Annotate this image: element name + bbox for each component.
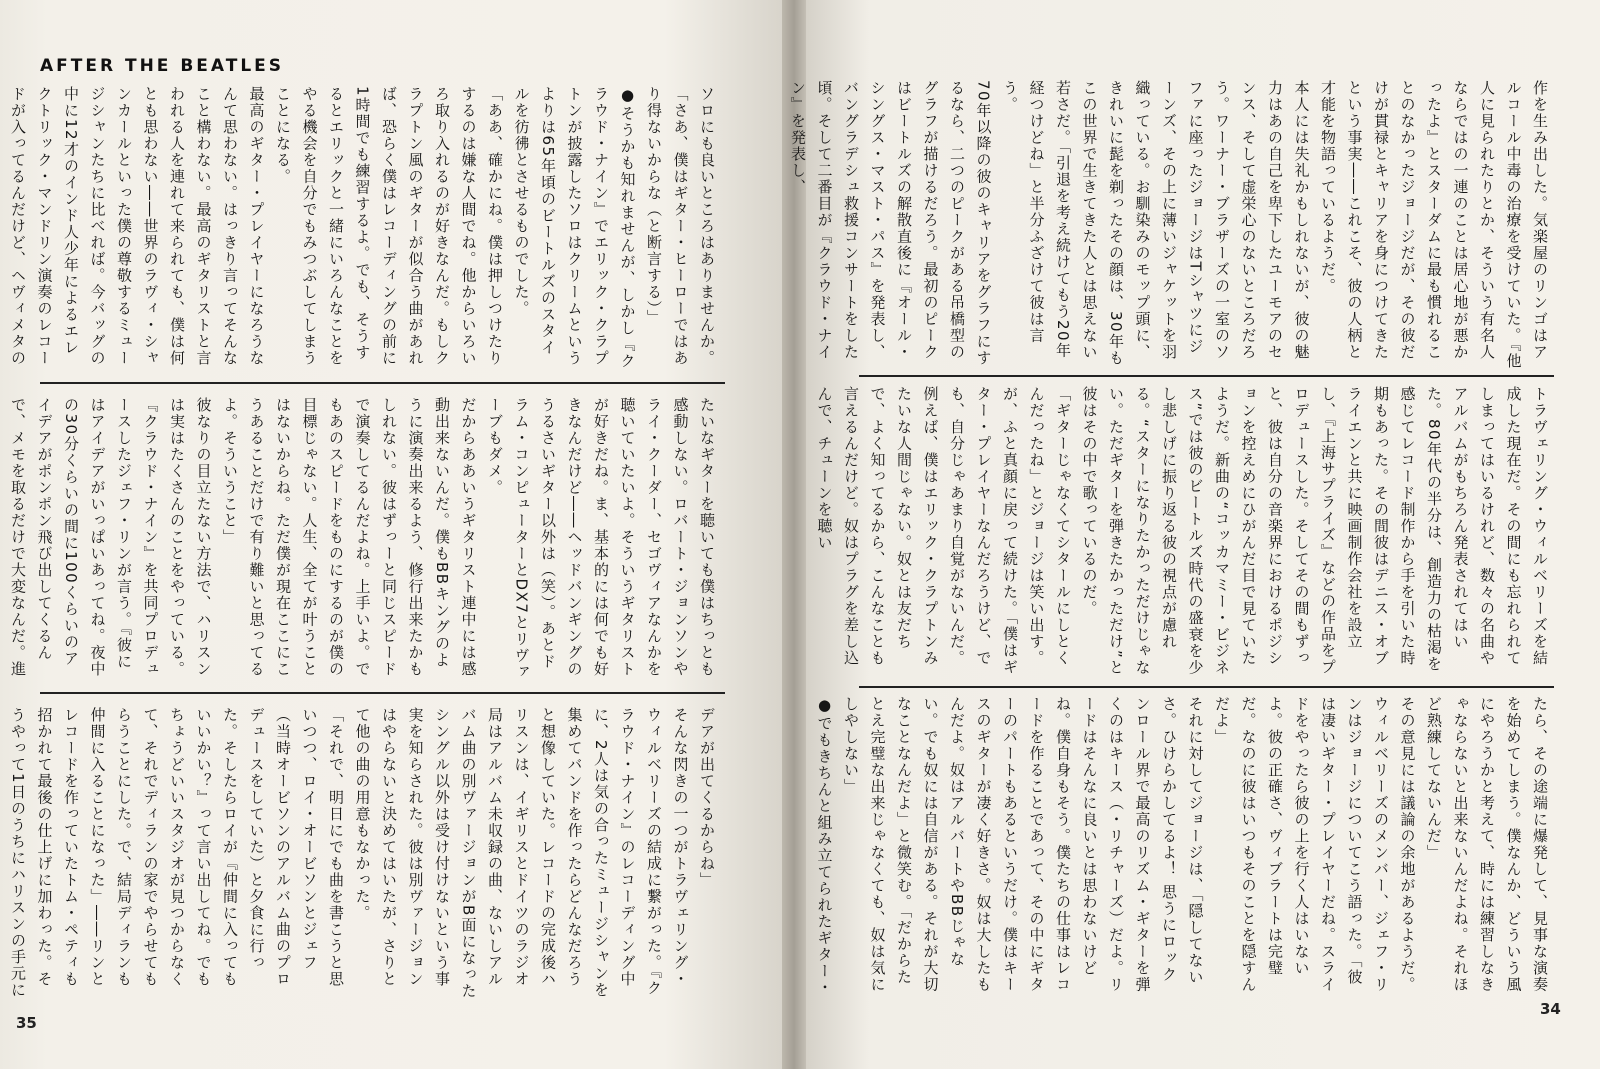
right-text-band-3 [815,696,1553,996]
right-text-band-1 [789,80,1553,370]
left-band-1-text: ソロにも良いところはありませんか。 「さあ、僕はギター・ヒーローではあり得ないからな（と断言する）」 ●そうかも知れませんが、しかし『クラウド・ナイン』でエリック・クラプトンが披露したソロはクリームというよりは65年頃のビートルズのスタイルを彷彿とさせるものでした。 「ああ、確かにね。僕は押しつけたりするのは嫌な人間でね。他からいろいろ取り入れるのが好きなんだ。もしクラプトン風のギターが似合う曲があれば、恐らく僕はレコーディングの前に1時間でも練習するよ。でも、そうするとエリックと一緒にいろんなことをやる機会を自分でもみつぶしてしまうことになる。 最高のギター・プレイヤーになろうなんて思わない。はっきり言ってそんなこと構わない。最高のギタリストと言われる人を連れて来られても、僕は何とも思わない――世界のラヴィ・シャンカールといった僕の尊敬するミュージシャンたちに比べれば。今バッグの中に12才のインド人少年によるエレクトリック・マンドリン演奏のレコードが入ってるんだけど、ヘヴィメタの [9,86,716,370]
right-band-1-text: 作を生み出した。気楽屋のリンゴはアルコール中毒の治療を受けていた。『他人に見られたりとか、そういう有名人ならではの一連のことは居心地が悪かったよ』とスターダムに最も慣れることのなかったジョージだが、その彼だけが貫禄とキャリアを身につけてきたという事実――これこそ、彼の人柄と才能を物語っているようだ。 本人には失礼かもしれないが、彼の魅力はあの自己を卑下したユーモアのセンス、そして虚栄心のないところだろう。ワーナー・ブラザーズの一室のソファに座ったジョージはTシャツにジーンズ、その上に薄いジャケットを羽織っている。お馴染みのモップ頭に、きれいに髭を剃ったその顔は、30年もこの世界で生きてきた人とは思えない若さだ。「引退を考え続けてもう20年経つけどね」と半分ふざけて彼は言う。 70年以降の彼のキャリアをグラフにするなら、二つのピークがある吊橋型のグラフが描けるだろう。最初のピークはビートルズの解散直後に『オール・シングス・マスト・パス』を発表し、バングラデシュ救援コンサートをした頃。そして二番目が『クラウド・ナイン』を発表し、 [789,80,1549,370]
section-header: AFTER THE BEATLES [40,56,285,76]
page-number-left: 35 [16,1014,37,1032]
right-divider-2 [859,686,1554,688]
right-band-3-text: たら、その途端に爆発して、見事な演奏を始めてしまう。僕なんか、どういう風にやろうかと考えて、時には練習しなきゃならないと出来ないんだよね。それほど熟練してないんだ」 その意見には議論の余地があるようだ。ウィルベリーズのメンバー、ジェフ・リンはジョージについてこう語った。「彼は凄いギター・プレイヤーだね。スライドをやったら彼の上を行く人はいないよ。彼の正確さ、ヴィブラートは完璧だ。なのに彼はいつもそのことを隠すんだよ」 それに対してジョージは、「隠してないさ。ひけらかしてるよ！ 思うにロックンロール界で最高のリズム・ギターを弾くのはキース（・リチャーズ）だよ。リードはそんなに良いとは思わないけどね。僕自身もそう。僕たちの仕事はレコードを作ることであって、その中にギターのパートもあるというだけ。僕はキースのギターが凄く好きさ。奴は大したもんだよ。奴はアルバートやBBじゃない。でも奴には自信がある。それが大切なことなんだよ」と微笑む。「だからたとえ完璧な出来じゃなくても、奴は気にしやしない」 ●でもきちんと組み立てられたギター・ [815,696,1549,996]
left-text-band-1 [9,86,720,370]
left-divider-2 [40,692,725,694]
left-band-2-text: たいなギターを聴いても僕はちっとも感動しない。ロバート・ジョンソンやライ・クーダー、セゴヴィアなんかを聴いていたいよ。そういうギタリストが好きだね。ま、基本的には何でも好きなんだけど――ヘッドバンギングのうるさいギター以外は（笑）。あとドラム・コンピューターとDX7とリヴァーブもダメ。 だからああいうギタリスト連中には感動出来ないんだ。僕もBBキングのように演奏出来るよう、修行出来たかもしれない。彼はずっーと同じスピードで演奏してるんだよね。上手いよ。でもあのスピードをものにするのが僕の目標じゃない。人生、全てが叶うことはないからね。ただ僕が現在ここにこうあることだけで有り難いと思ってるよ。そういうこと」 彼なりの目立たない方法で、ハリスンは実はたくさんのことをやっている。『クラウド・ナイン』を共同プロデュースしたジェフ・リンが言う。『彼にはアイデアがいっぱいあってね。夜中の30分くらいの間に100くらいのアイデアがポンポン飛び出してくるんで、メモを取るだけで大変なんだ。進 [9,397,716,681]
left-page [0,0,782,1069]
right-band-2-text: トラヴェリング・ウィルベリーズを結成した現在だ。その間にも忘れられてしまってはいるけれど、数々の名曲やアルバムがもちろん発表されてはいた。80年代の半分は、創造力の枯渇を感じてレコード制作から手を引いた時期もあった。その間彼はデニス・オブライエンと共に映画制作会社を設立し、『上海サプライズ』などの作品をプロデュースした。そしてその間もずっと、彼は自分の音楽界におけるポジションを控えめにひがんだ目で見ていたようだ。新曲の“コッカマミー・ビジネス”では彼のビートルズ時代の盛衰を少し悲しげに振り返る彼の視点が慮れる。“スターになりたかっただけじゃない。ただギターを弾きたかっただけ”と彼はその中で歌っているのだ。 「ギターじゃなくてシタールにしとくんだったね」とジョージは笑い出す。が、ふと真顔に戻って続けた。「僕はギター・プレイヤーなんだろうけど、でも、自分じゃあまり自覚がないんだ。例えば、僕はエリック・クラプトンみたいな人間じゃない。奴とは友だちで、よく知ってるから、こんなことも言えるんだけど。奴はプラグを差し込んで、チューンを聴い [815,386,1549,676]
right-page [789,0,1600,1069]
page-number-right: 34 [1540,1000,1561,1018]
left-divider-1 [40,382,725,384]
right-divider-1 [859,375,1554,377]
left-text-band-2 [9,397,720,681]
left-band-3-text: デアが出てくるからね」 そんな閃きの一つがトラヴェリング・ウィルベリーズの結成に繋がった。『クラウド・ナイン』のレコーディング中に、2人は気の合ったミュージシャンを集めてバンドを作ったらどんなだろうと想像していた。レコードの完成後ハリスンは、イギリスとドイツのラジオ局はアルバム未収録の曲、ないしアルバム曲の別ヴァージョンがB面になったシングル以外は受け付けないという事実を知らされた。彼は別ヴァージョンはやらないと決めてはいたが、さりとて他の曲の用意もなかった。 「それで、明日にでも曲を書こうと思いつつ、ロイ・オービソンとジェフ（当時オービソンのアルバム曲のプロデュースをしていた）と夕食に行った。そしたらロイが『仲間に入ってもいいかい？』って言い出してね。でもちょうどいいスタジオが見つからなくて、それでディランの家でやらせてもらうことにした。で、結局ディランも仲間に入ることになった」――リンとレコードを作っていたトム・ペティも招かれて最後の仕上げに加わった。そうやって1日のうちにハリスンの手元に [9,707,716,1000]
left-text-band-3 [9,707,720,1003]
right-text-band-2 [815,386,1553,676]
